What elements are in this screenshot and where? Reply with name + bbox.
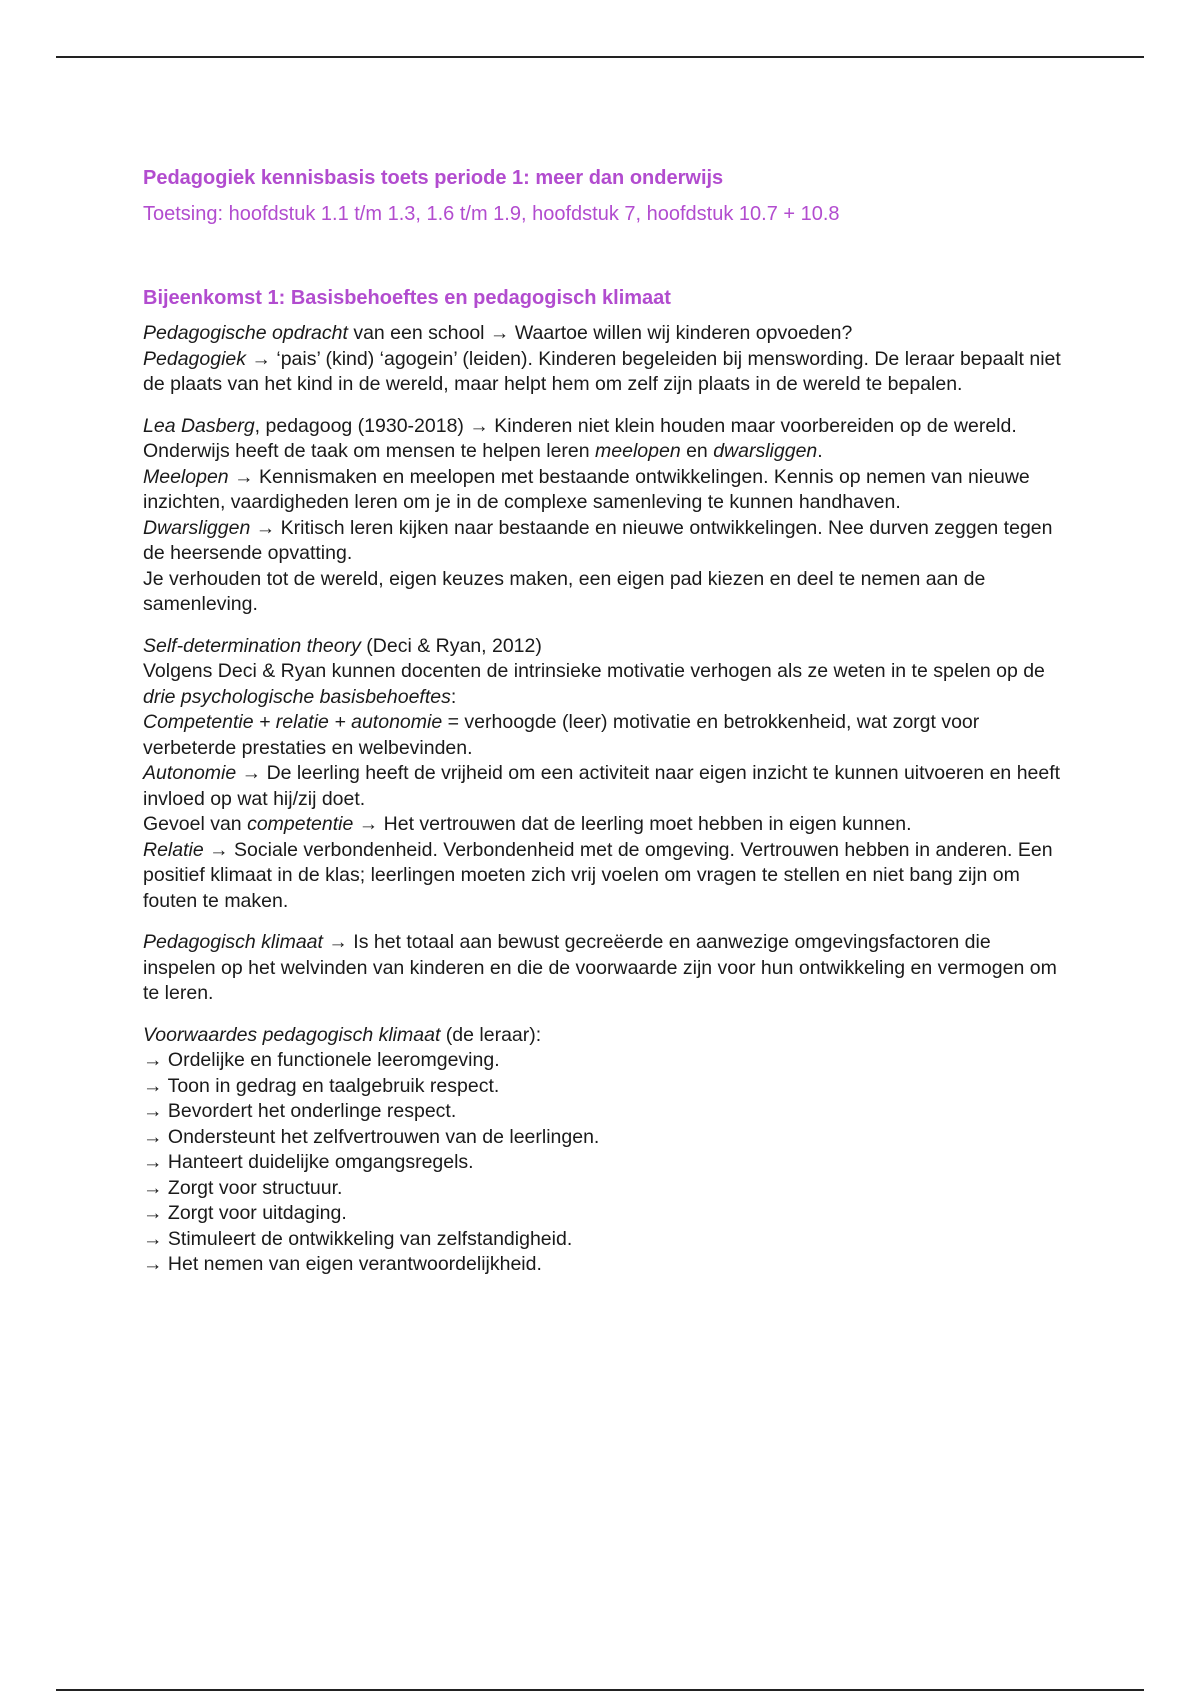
line-pedagogisch-klimaat: [143, 930, 1063, 1007]
paragraph-self-determination: [143, 634, 1063, 915]
text: Het vertrouwen dat de leerling moet hebben in eigen kunnen.: [378, 813, 912, 835]
arrow-right-icon: →: [251, 347, 271, 370]
arrow-right-icon: →: [209, 838, 229, 861]
document-body: [143, 165, 1063, 1278]
arrow-right-icon: →: [143, 1176, 163, 1199]
text: De leerling heeft de vrijheid om een activiteit naar eigen inzicht te kunnen uitvoeren en heeft invloed op wat hij/zij doet.: [143, 762, 1061, 810]
list-item-text: Hanteert duidelijke omgangsregels.: [167, 1151, 474, 1173]
arrow-right-icon: →: [469, 414, 489, 437]
text: , pedagoog (1930-2018): [254, 414, 470, 437]
term-lea-dasberg: Lea Dasberg: [143, 414, 255, 437]
arrow-right-icon: →: [143, 1253, 163, 1275]
term-autonomie: Autonomie: [143, 762, 237, 784]
term-meelopen-def: Meelopen: [143, 465, 229, 488]
term-basisbehoeftes: drie psychologische basisbehoeftes: [143, 685, 451, 708]
list-item-text: Het nemen van eigen verantwoordelijkheid.: [167, 1253, 542, 1275]
arrow-right-icon: →: [328, 931, 348, 953]
text: Sociale verbondenheid. Verbondenheid met de omgeving. Vertrouwen hebben in anderen. Een positief klimaat in de klas; leerlingen moeten zich vrij voelen om vragen te stellen en niet bang zijn om fouten te maken.: [143, 838, 1053, 912]
line-verhouden: Je verhouden tot de wereld, eigen keuzes maken, een eigen pad kiezen en deel te nemen aan de samenleving.: [143, 567, 986, 615]
document-title: Pedagogiek kennisbasis toets periode 1: meer dan onderwijs: [143, 167, 724, 189]
line-pedagogische-opdracht: [143, 321, 1063, 347]
list-item-text: Zorgt voor structuur.: [167, 1176, 343, 1199]
line-voorwaardes: [143, 1023, 1063, 1049]
arrow-right-icon: →: [143, 1074, 163, 1097]
term-dwarsliggen: dwarsliggen: [713, 440, 818, 462]
text: Volgens Deci & Ryan kunnen docenten de intrinsieke motivatie verhogen als ze weten in te spelen op de: [143, 660, 1045, 682]
text: van een school: [347, 322, 490, 344]
arrow-right-icon: →: [143, 1049, 163, 1071]
text: ‘pais’ (kind) ‘agogein’ (leiden). Kinderen begeleiden bij menswording. De leraar bepaalt niet de plaats van het kind in de wereld, maar helpt hem om zelf zijn plaats in de wereld te bepalen.: [143, 347, 1061, 395]
term-voorwaardes: Voorwaardes pedagogisch klimaat: [143, 1023, 441, 1046]
line-sdt-title: [143, 634, 1063, 660]
text: Kritisch leren kijken naar bestaande en nieuwe ontwikkelingen. Nee durven zeggen tegen de heersende opvatting.: [143, 516, 1053, 564]
text: :: [450, 685, 457, 708]
line-meelopen: [143, 465, 1063, 516]
text: Is het totaal aan bewust gecreëerde en aanwezige omgevingsfactoren die inspelen op het welvinden van kinderen en die de voorwaarde zijn voor hun ontwikkeling en vermogen om te leren.: [143, 931, 1057, 1004]
list-item-text: Stimuleert de ontwikkeling van zelfstandigheid.: [167, 1227, 573, 1250]
top-rule: [56, 56, 1144, 58]
arrow-right-icon: →: [143, 1202, 163, 1224]
bottom-rule: [56, 1689, 1144, 1691]
term-dwarsliggen-def: Dwarsliggen: [143, 516, 251, 539]
line-deci-ryan: [143, 659, 1063, 710]
list-item: [143, 1227, 1063, 1253]
paragraph-pedagogische-opdracht: [143, 321, 1063, 398]
list-item: [143, 1099, 1063, 1125]
term-relatie: Relatie: [143, 838, 204, 861]
text: Gevoel van: [143, 813, 248, 835]
arrow-right-icon: →: [143, 1151, 163, 1173]
term-pedagogiek: Pedagogiek: [143, 347, 247, 370]
arrow-right-icon: →: [143, 1227, 163, 1250]
list-item-text: Zorgt voor uitdaging.: [167, 1202, 347, 1224]
list-item: [143, 1201, 1063, 1227]
text: = verhoogde (leer) motivatie en betrokkenheid, wat zorgt voor verbeterde prestaties en welbevinden.: [143, 711, 980, 759]
text: Waartoe willen wij kinderen opvoeden?: [509, 322, 853, 344]
arrow-right-icon: →: [143, 1125, 163, 1148]
line-competentie: [143, 812, 1063, 838]
text: en: [680, 440, 714, 462]
list-item: [143, 1176, 1063, 1202]
line-pedagogiek: [143, 347, 1063, 398]
arrow-right-icon: →: [255, 516, 276, 539]
line-lea-dasberg: [143, 414, 1063, 465]
list-item-text: Ondersteunt het zelfvertrouwen van de leerlingen.: [167, 1125, 600, 1148]
term-pedagogische-opdracht: Pedagogische opdracht: [143, 322, 348, 344]
list-item: [143, 1150, 1063, 1176]
term-competentie: competentie: [247, 813, 354, 835]
list-item: [143, 1252, 1063, 1278]
arrow-right-icon: →: [489, 322, 510, 344]
term-pedagogisch-klimaat: Pedagogisch klimaat: [143, 931, 323, 953]
list-item: [143, 1074, 1063, 1100]
conditions-list: [143, 1048, 1063, 1278]
list-item: [143, 1125, 1063, 1151]
text: Kinderen niet klein houden maar voorbereiden op de wereld. Onderwijs heeft de taak om mensen te helpen leren: [143, 414, 1017, 462]
line-relatie: [143, 838, 1063, 915]
term-meelopen: meelopen: [595, 440, 681, 462]
paragraph-pedagogisch-klimaat: [143, 930, 1063, 1007]
list-item-text: Ordelijke en functionele leeromgeving.: [167, 1049, 500, 1071]
term-formula: Competentie + relatie + autonomie: [143, 711, 443, 733]
list-item: [143, 1048, 1063, 1074]
arrow-right-icon: →: [241, 762, 262, 784]
section-title: Bijeenkomst 1: Basisbehoeftes en pedagogisch klimaat: [143, 287, 671, 309]
arrow-right-icon: →: [358, 813, 379, 835]
text: .: [817, 440, 823, 462]
paragraph-lea-dasberg: [143, 414, 1063, 618]
document-subtitle: Toetsing: hoofdstuk 1.1 t/m 1.3, 1.6 t/m 1.9, hoofdstuk 7, hoofdstuk 10.7 + 10.8: [143, 203, 840, 225]
line-dwarsliggen: [143, 516, 1063, 567]
line-autonomie: [143, 761, 1063, 812]
term-self-determination-theory: Self-determination theory: [143, 634, 361, 657]
text: Kennismaken en meelopen met bestaande ontwikkelingen. Kennis op nemen van nieuwe inzichten, vaardigheden leren om je in de complexe samenleving te kunnen handhaven.: [143, 465, 1030, 513]
paragraph-voorwaardes: [143, 1023, 1063, 1278]
line-formula: [143, 710, 1063, 761]
list-item-text: Toon in gedrag en taalgebruik respect.: [167, 1074, 500, 1097]
text: (Deci & Ryan, 2012): [360, 634, 542, 657]
arrow-right-icon: →: [234, 465, 254, 488]
text: (de leraar):: [440, 1023, 542, 1046]
list-item-text: Bevordert het onderlinge respect.: [167, 1100, 457, 1122]
arrow-right-icon: →: [143, 1100, 163, 1122]
